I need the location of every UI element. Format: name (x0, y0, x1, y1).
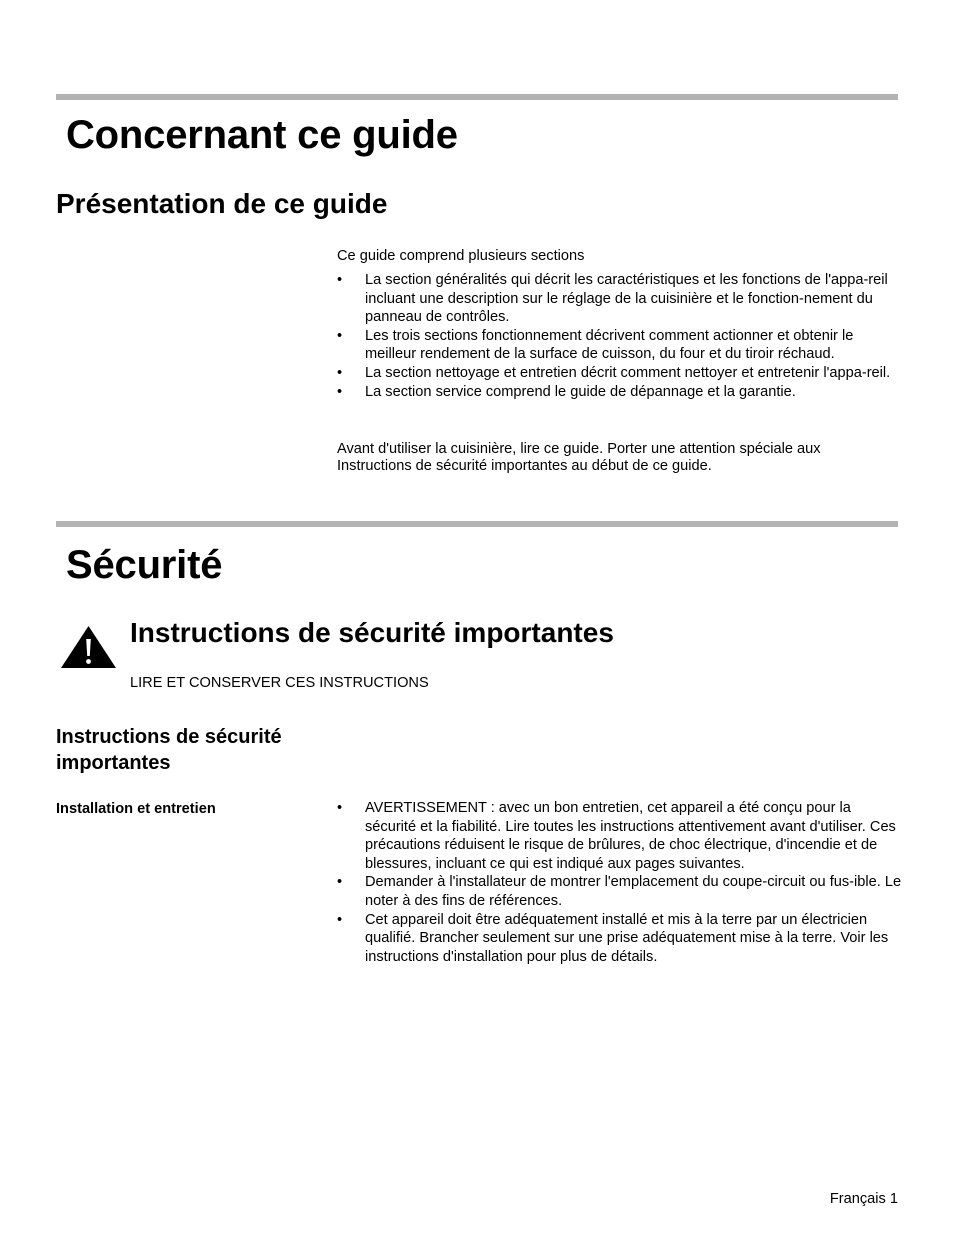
installation-list (337, 799, 902, 966)
sections-list (337, 271, 902, 401)
warning-triangle-icon (60, 625, 117, 669)
closing-text: Avant d'utiliser la cuisinière, lire ce guide. Porter une attention spéciale aux Instructions de sécurité importantes au début de ce guide. (337, 441, 821, 474)
list-item: • Demander à l'installateur de montrer l'emplacement du coupe-circuit ou fus-ible. Le noter à des fins de références. (337, 873, 902, 910)
list-item: • La section généralités qui décrit les caractéristiques et les fonctions de l'appa-reil incluant une description sur le réglage de la cuisinière et le fonction-nement du panneau de contrôles. (337, 271, 902, 327)
list-item: • Cet appareil doit être adéquatement installé et mis à la terre par un électricien qualifié. Brancher seulement sur une prise adéquatement mise à la terre. Voir les instructions d'installation pour plus de détails. (337, 911, 902, 967)
page-title: Concernant ce guide (66, 113, 458, 157)
section-heading-presentation: Présentation de ce guide (56, 188, 388, 219)
list-item: • La section service comprend le guide de dépannage et la garantie. (337, 383, 902, 402)
intro-text: Ce guide comprend plusieurs sections (337, 248, 585, 264)
section-divider-top (56, 94, 898, 100)
list-item: • AVERTISSEMENT : avec un bon entretien, cet appareil a été conçu pour la sécurité et la fiabilité. Lire toutes les instructions attentivement avant d'utiliser. Ces précautions réduisent le risque de brûlures, de choc électrique, d'incendie et de blessures, incluant ce qui est indiqué aux pages suivantes. (337, 799, 902, 873)
subsection-heading: Instructions de sécurité importantes (56, 726, 282, 774)
list-item: • Les trois sections fonctionnement décrivent comment actionner et obtenir le meilleur rendement de la surface de cuisson, du four et du tiroir réchaud. (337, 327, 902, 364)
warning-heading: Instructions de sécurité importantes (130, 617, 614, 648)
safety-title: Sécurité (66, 543, 223, 587)
read-keep-notice: LIRE ET CONSERVER CES INSTRUCTIONS (130, 675, 429, 691)
list-item: • La section nettoyage et entretien décrit comment nettoyer et entretenir l'appa-reil. (337, 364, 902, 383)
page-number: Français 1 (829, 1191, 898, 1207)
section-divider-safety (56, 521, 898, 527)
installation-label: Installation et entretien (56, 801, 216, 817)
